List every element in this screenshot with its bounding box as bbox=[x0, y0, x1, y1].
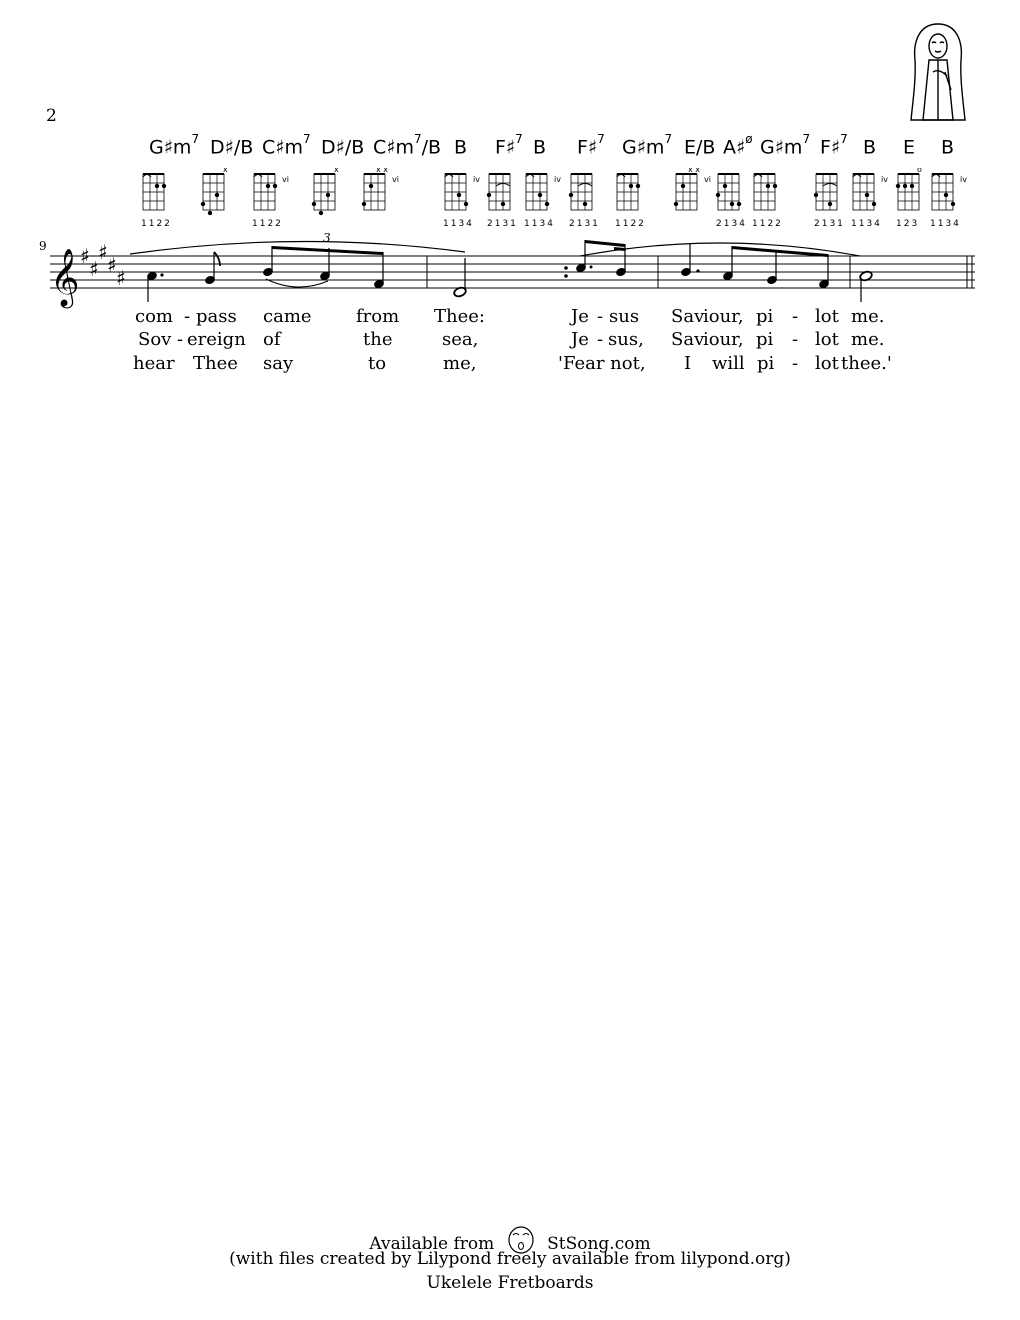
lyric-syllable: Sav bbox=[671, 329, 705, 350]
lyric-syllable: me. bbox=[851, 306, 885, 327]
fretboard-diagram bbox=[615, 174, 646, 229]
edition-label: Ukelele Fretboards bbox=[426, 1273, 594, 1293]
chord-name: A♯$^ø$ bbox=[723, 132, 753, 159]
chord-name: F♯$^7$ bbox=[577, 132, 605, 159]
chord-name: E/B bbox=[684, 136, 716, 159]
chord-name: B bbox=[941, 136, 955, 159]
key-signature bbox=[80, 240, 126, 290]
lyric-syllable: pass bbox=[196, 306, 237, 327]
lyric-hyphen: - bbox=[792, 306, 799, 327]
lyric-syllable: of bbox=[263, 329, 281, 350]
fretboard-fingering: 1134 bbox=[851, 219, 882, 229]
svg-text:♯: ♯ bbox=[116, 266, 126, 290]
tuplet-number: 3 bbox=[323, 231, 331, 245]
fretboard-diagram bbox=[752, 174, 783, 229]
fretboard-fingering: 2131 bbox=[569, 219, 600, 229]
lyric-syllable: me, bbox=[443, 353, 477, 374]
chord-name: B bbox=[863, 136, 877, 159]
lyric-syllable: Je bbox=[571, 306, 589, 327]
available-from-text: Available from bbox=[369, 1234, 495, 1254]
lyrics-verse-2 bbox=[0, 329, 1020, 353]
chord-name: B bbox=[533, 136, 547, 159]
lyric-hyphen: - bbox=[184, 306, 191, 327]
lyric-syllable: com bbox=[135, 306, 173, 327]
treble-clef-icon: 𝄞 bbox=[50, 248, 80, 306]
fretboard-diagram bbox=[487, 174, 518, 229]
fretboard-position: iv bbox=[881, 175, 888, 184]
fretboard-open-marks: x x bbox=[688, 168, 701, 174]
lyric-syllable: pi bbox=[756, 306, 774, 327]
fretboard-diagram bbox=[252, 174, 289, 229]
lyric-syllable: pi bbox=[756, 329, 774, 350]
svg-text:♯: ♯ bbox=[107, 253, 117, 277]
lyric-syllable: came bbox=[263, 306, 312, 327]
svg-text:♯: ♯ bbox=[98, 240, 108, 264]
site-link[interactable]: StSong.com bbox=[547, 1234, 651, 1254]
fretboard-diagram bbox=[524, 174, 561, 229]
lyric-syllable: will bbox=[712, 353, 745, 374]
fretboard-fingering: 1122 bbox=[141, 219, 172, 229]
fretboard-diagram bbox=[201, 168, 228, 215]
chord-name: B bbox=[454, 136, 468, 159]
chord-name: D♯/B bbox=[321, 136, 365, 159]
note bbox=[146, 271, 164, 302]
chord-name: $G♯m^7$ bbox=[622, 132, 673, 159]
fretboard-diagram bbox=[141, 174, 172, 229]
fretboard-fingering: 1122 bbox=[752, 219, 783, 229]
fretboard-diagram bbox=[569, 174, 600, 229]
lyric-syllable: Sov bbox=[138, 329, 172, 350]
lyric-syllable: 'Fear not, bbox=[558, 353, 646, 374]
lyric-hyphen: - bbox=[177, 329, 184, 350]
lyric-syllable: Thee: bbox=[434, 306, 485, 327]
svg-text:♯: ♯ bbox=[80, 244, 90, 268]
lyric-syllable: lot bbox=[815, 329, 839, 350]
chord-name: $G♯m^7$ bbox=[149, 132, 200, 159]
fretboard-fingering: 2134 bbox=[716, 219, 747, 229]
lyric-syllable: to bbox=[368, 353, 387, 374]
fretboard-fingering: 1134 bbox=[443, 219, 474, 229]
lyric-syllable: sea, bbox=[442, 329, 479, 350]
page-number: 2 bbox=[46, 106, 57, 126]
fretboard-diagram bbox=[674, 168, 711, 210]
lyric-hyphen: - bbox=[597, 329, 604, 350]
fretboard-fingering: 2131 bbox=[487, 219, 518, 229]
chord-name: F♯$^7$ bbox=[495, 132, 523, 159]
lyric-syllable: from bbox=[356, 306, 400, 327]
chord-name: $G♯m^7$ bbox=[760, 132, 811, 159]
fretboard-diagram bbox=[312, 168, 339, 215]
triplet-group bbox=[262, 231, 385, 289]
lyric-syllable: lot bbox=[815, 306, 839, 327]
lyric-hyphen: - bbox=[597, 306, 604, 327]
lyric-syllable: I bbox=[684, 353, 692, 374]
lyric-syllable: pi bbox=[757, 353, 775, 374]
lyric-hyphen: - bbox=[792, 329, 799, 350]
lyric-syllable: Je bbox=[571, 329, 589, 350]
lyric-syllable: thee.' bbox=[841, 353, 892, 374]
lyrics-verse-1 bbox=[0, 306, 1020, 330]
lyric-syllable: iour, bbox=[703, 306, 744, 327]
lyric-syllable: lot bbox=[815, 353, 839, 374]
fretboard-fingering: 1122 bbox=[615, 219, 646, 229]
music-staff bbox=[0, 230, 1020, 310]
lyric-syllable: me. bbox=[851, 329, 885, 350]
lyric-hyphen: - bbox=[792, 353, 799, 374]
lilypond-note: (with files created by Lilypond freely available from lilypond.org) bbox=[229, 1249, 791, 1269]
fretboard-diagram bbox=[443, 174, 480, 229]
lyric-syllable: the bbox=[363, 329, 393, 350]
lyric-syllable: Sav bbox=[671, 306, 705, 327]
fretboard-position: iv bbox=[554, 175, 561, 184]
measure-number: 9 bbox=[39, 239, 47, 253]
chord-names-row bbox=[0, 132, 1020, 165]
fretboard-open-marks: x bbox=[334, 168, 339, 174]
fretboard-position: iv bbox=[473, 175, 480, 184]
lyric-syllable: ereign bbox=[187, 329, 246, 350]
lyric-syllable: Thee bbox=[193, 353, 238, 374]
fretboard-diagram bbox=[814, 174, 845, 229]
saint-illustration-icon bbox=[905, 20, 971, 124]
fretboard-diagram bbox=[716, 174, 747, 229]
fretboard-position: vi bbox=[282, 175, 289, 184]
fretboard-open-marks: x bbox=[223, 168, 228, 174]
lyric-syllable: sus, bbox=[608, 329, 644, 350]
fretboard-position: vi bbox=[704, 175, 711, 184]
fretboard-open-marks: o bbox=[917, 168, 922, 174]
fretboard-diagram bbox=[362, 168, 399, 210]
fretboard-diagram bbox=[930, 174, 967, 229]
fretboard-diagram bbox=[896, 168, 922, 229]
lyric-syllable: iour, bbox=[703, 329, 744, 350]
fretboard-fingering: 1134 bbox=[930, 219, 961, 229]
beamed-notes bbox=[680, 244, 830, 289]
fretboard-fingering: 123 bbox=[896, 219, 920, 229]
lyric-syllable: say bbox=[263, 353, 294, 374]
lyric-syllable: sus bbox=[609, 306, 640, 327]
lyric-syllable: hear bbox=[133, 353, 175, 374]
fretboard-fingering: 2131 bbox=[814, 219, 845, 229]
fretboard-position: vi bbox=[392, 175, 399, 184]
svg-text:♯: ♯ bbox=[89, 257, 99, 281]
chord-name: $C♯m^7/B$ bbox=[373, 132, 442, 159]
chord-name: F♯$^7$ bbox=[820, 132, 848, 159]
note bbox=[859, 270, 873, 302]
footer bbox=[0, 1205, 1020, 1305]
chord-name: E bbox=[903, 136, 916, 159]
chord-name: $C♯m^7$ bbox=[262, 132, 311, 159]
fretboard-diagrams bbox=[0, 168, 1020, 230]
fretboard-open-marks: x x bbox=[376, 168, 389, 174]
fretboard-position: iv bbox=[960, 175, 967, 184]
fretboard-diagram bbox=[851, 174, 888, 229]
fretboard-fingering: 1122 bbox=[252, 219, 283, 229]
lyrics-verse-3 bbox=[0, 353, 1020, 377]
fretboard-fingering: 1134 bbox=[524, 219, 555, 229]
chord-name: D♯/B bbox=[210, 136, 254, 159]
